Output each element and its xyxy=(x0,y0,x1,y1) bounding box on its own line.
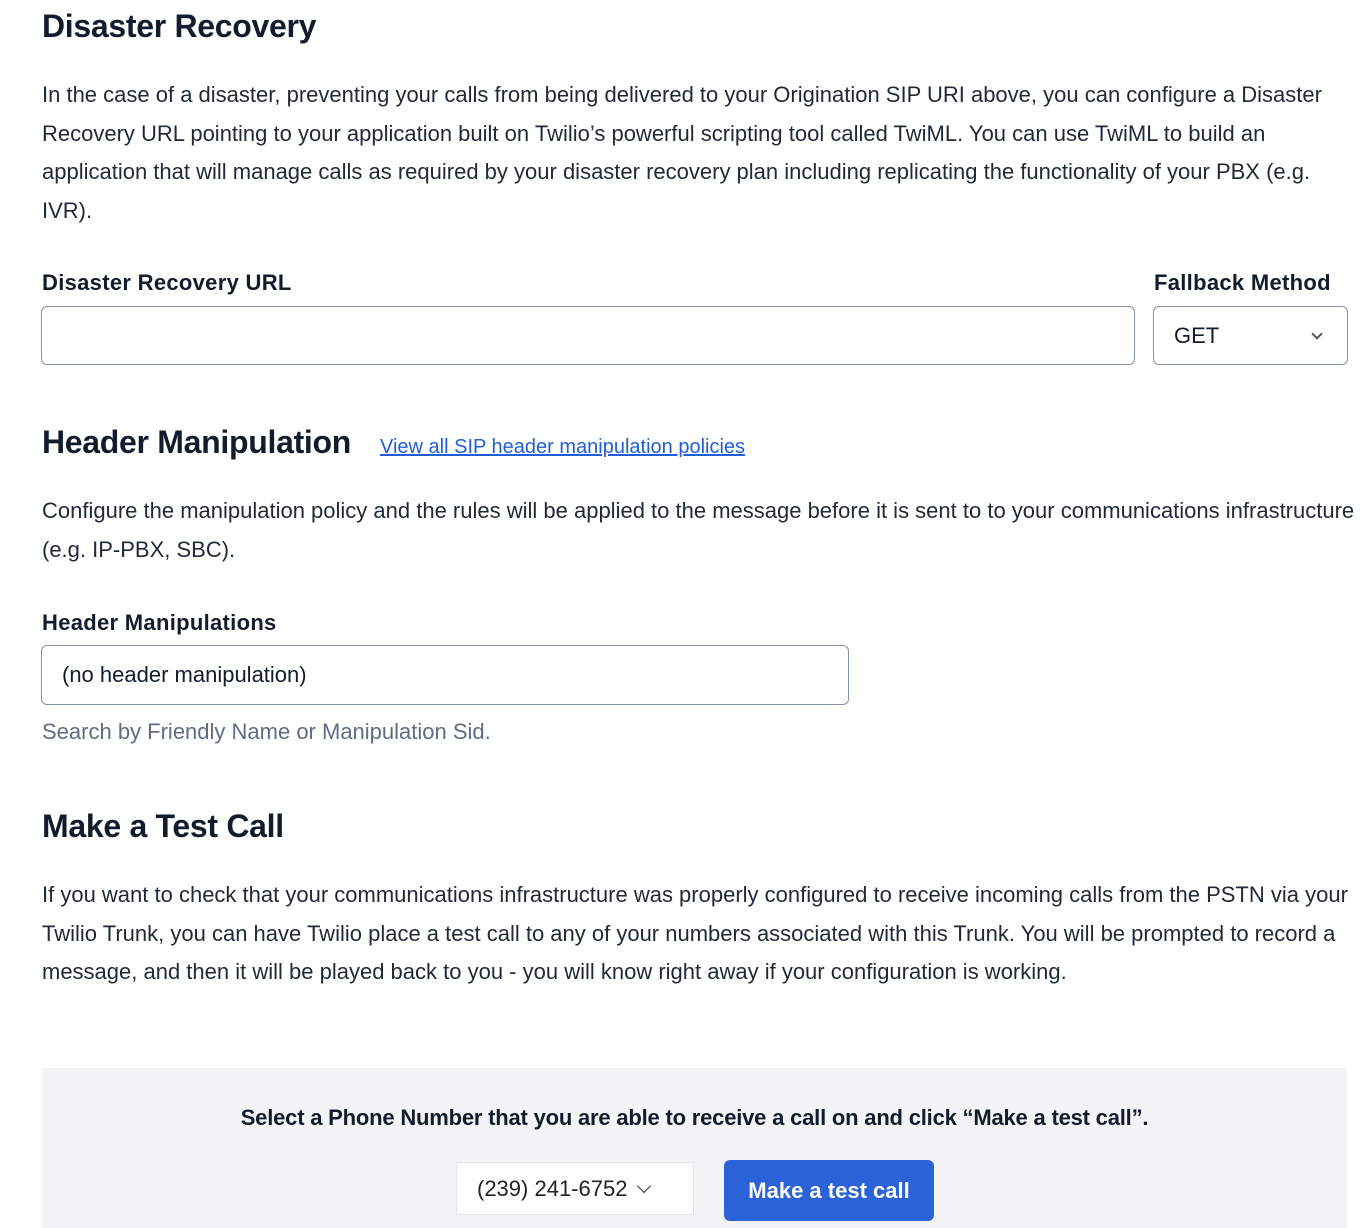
phone-number-select[interactable] xyxy=(456,1162,694,1215)
chevron-down-icon xyxy=(1311,328,1322,339)
disaster-recovery-url-label: Disaster Recovery URL xyxy=(42,270,292,295)
header-manipulations-input[interactable] xyxy=(41,645,849,705)
test-call-panel xyxy=(42,1068,1347,1228)
header-manipulation-title: Header Manipulation xyxy=(42,424,352,460)
disaster-recovery-title: Disaster Recovery xyxy=(42,8,317,44)
disaster-recovery-description: In the case of a disaster, preventing your calls from being delivered to your Origination SIP URI above, you can configure a Disaster Recovery URL pointing to your application built on Twilio’s powerful scripting tool called TwiML. You can use TwiML to build an application that will manage calls as required by your disaster recovery plan including replicating the functionality of your PBX (e.g. IVR). xyxy=(42,82,1322,223)
phone-number-value: (239) 241-6752 xyxy=(477,1175,628,1201)
fallback-method-label: Fallback Method xyxy=(1154,270,1331,295)
fallback-method-select[interactable] xyxy=(1153,306,1348,365)
test-call-description: If you want to check that your communications infrastructure was properly configured to receive incoming calls from the PSTN via your Twilio Trunk, you can have Twilio place a test call to any of your numbers associated with this Trunk. You will be prompted to record a message, and then it will be played back to you - you will know right away if your configuration is working. xyxy=(42,882,1348,984)
header-manipulations-label: Header Manipulations xyxy=(42,610,277,635)
test-call-instruction: Select a Phone Number that you are able to receive a call on and click “Make a test call”. xyxy=(240,1105,1149,1130)
header-manipulations-help: Search by Friendly Name or Manipulation Sid. xyxy=(42,719,491,744)
disaster-recovery-url-input[interactable] xyxy=(41,306,1135,365)
view-sip-policies-link[interactable]: View all SIP header manipulation policies xyxy=(380,436,746,458)
test-call-title: Make a Test Call xyxy=(42,808,284,844)
make-test-call-button[interactable]: Make a test call xyxy=(724,1160,934,1221)
chevron-down-icon xyxy=(637,1178,651,1192)
fallback-method-value: GET xyxy=(1174,322,1220,348)
header-manipulation-description: Configure the manipulation policy and the rules will be applied to the message before it is sent to to your communications infrastructure (e.g. IP-PBX, SBC). xyxy=(42,498,1355,562)
header-manipulations-value: (no header manipulation) xyxy=(62,662,307,687)
